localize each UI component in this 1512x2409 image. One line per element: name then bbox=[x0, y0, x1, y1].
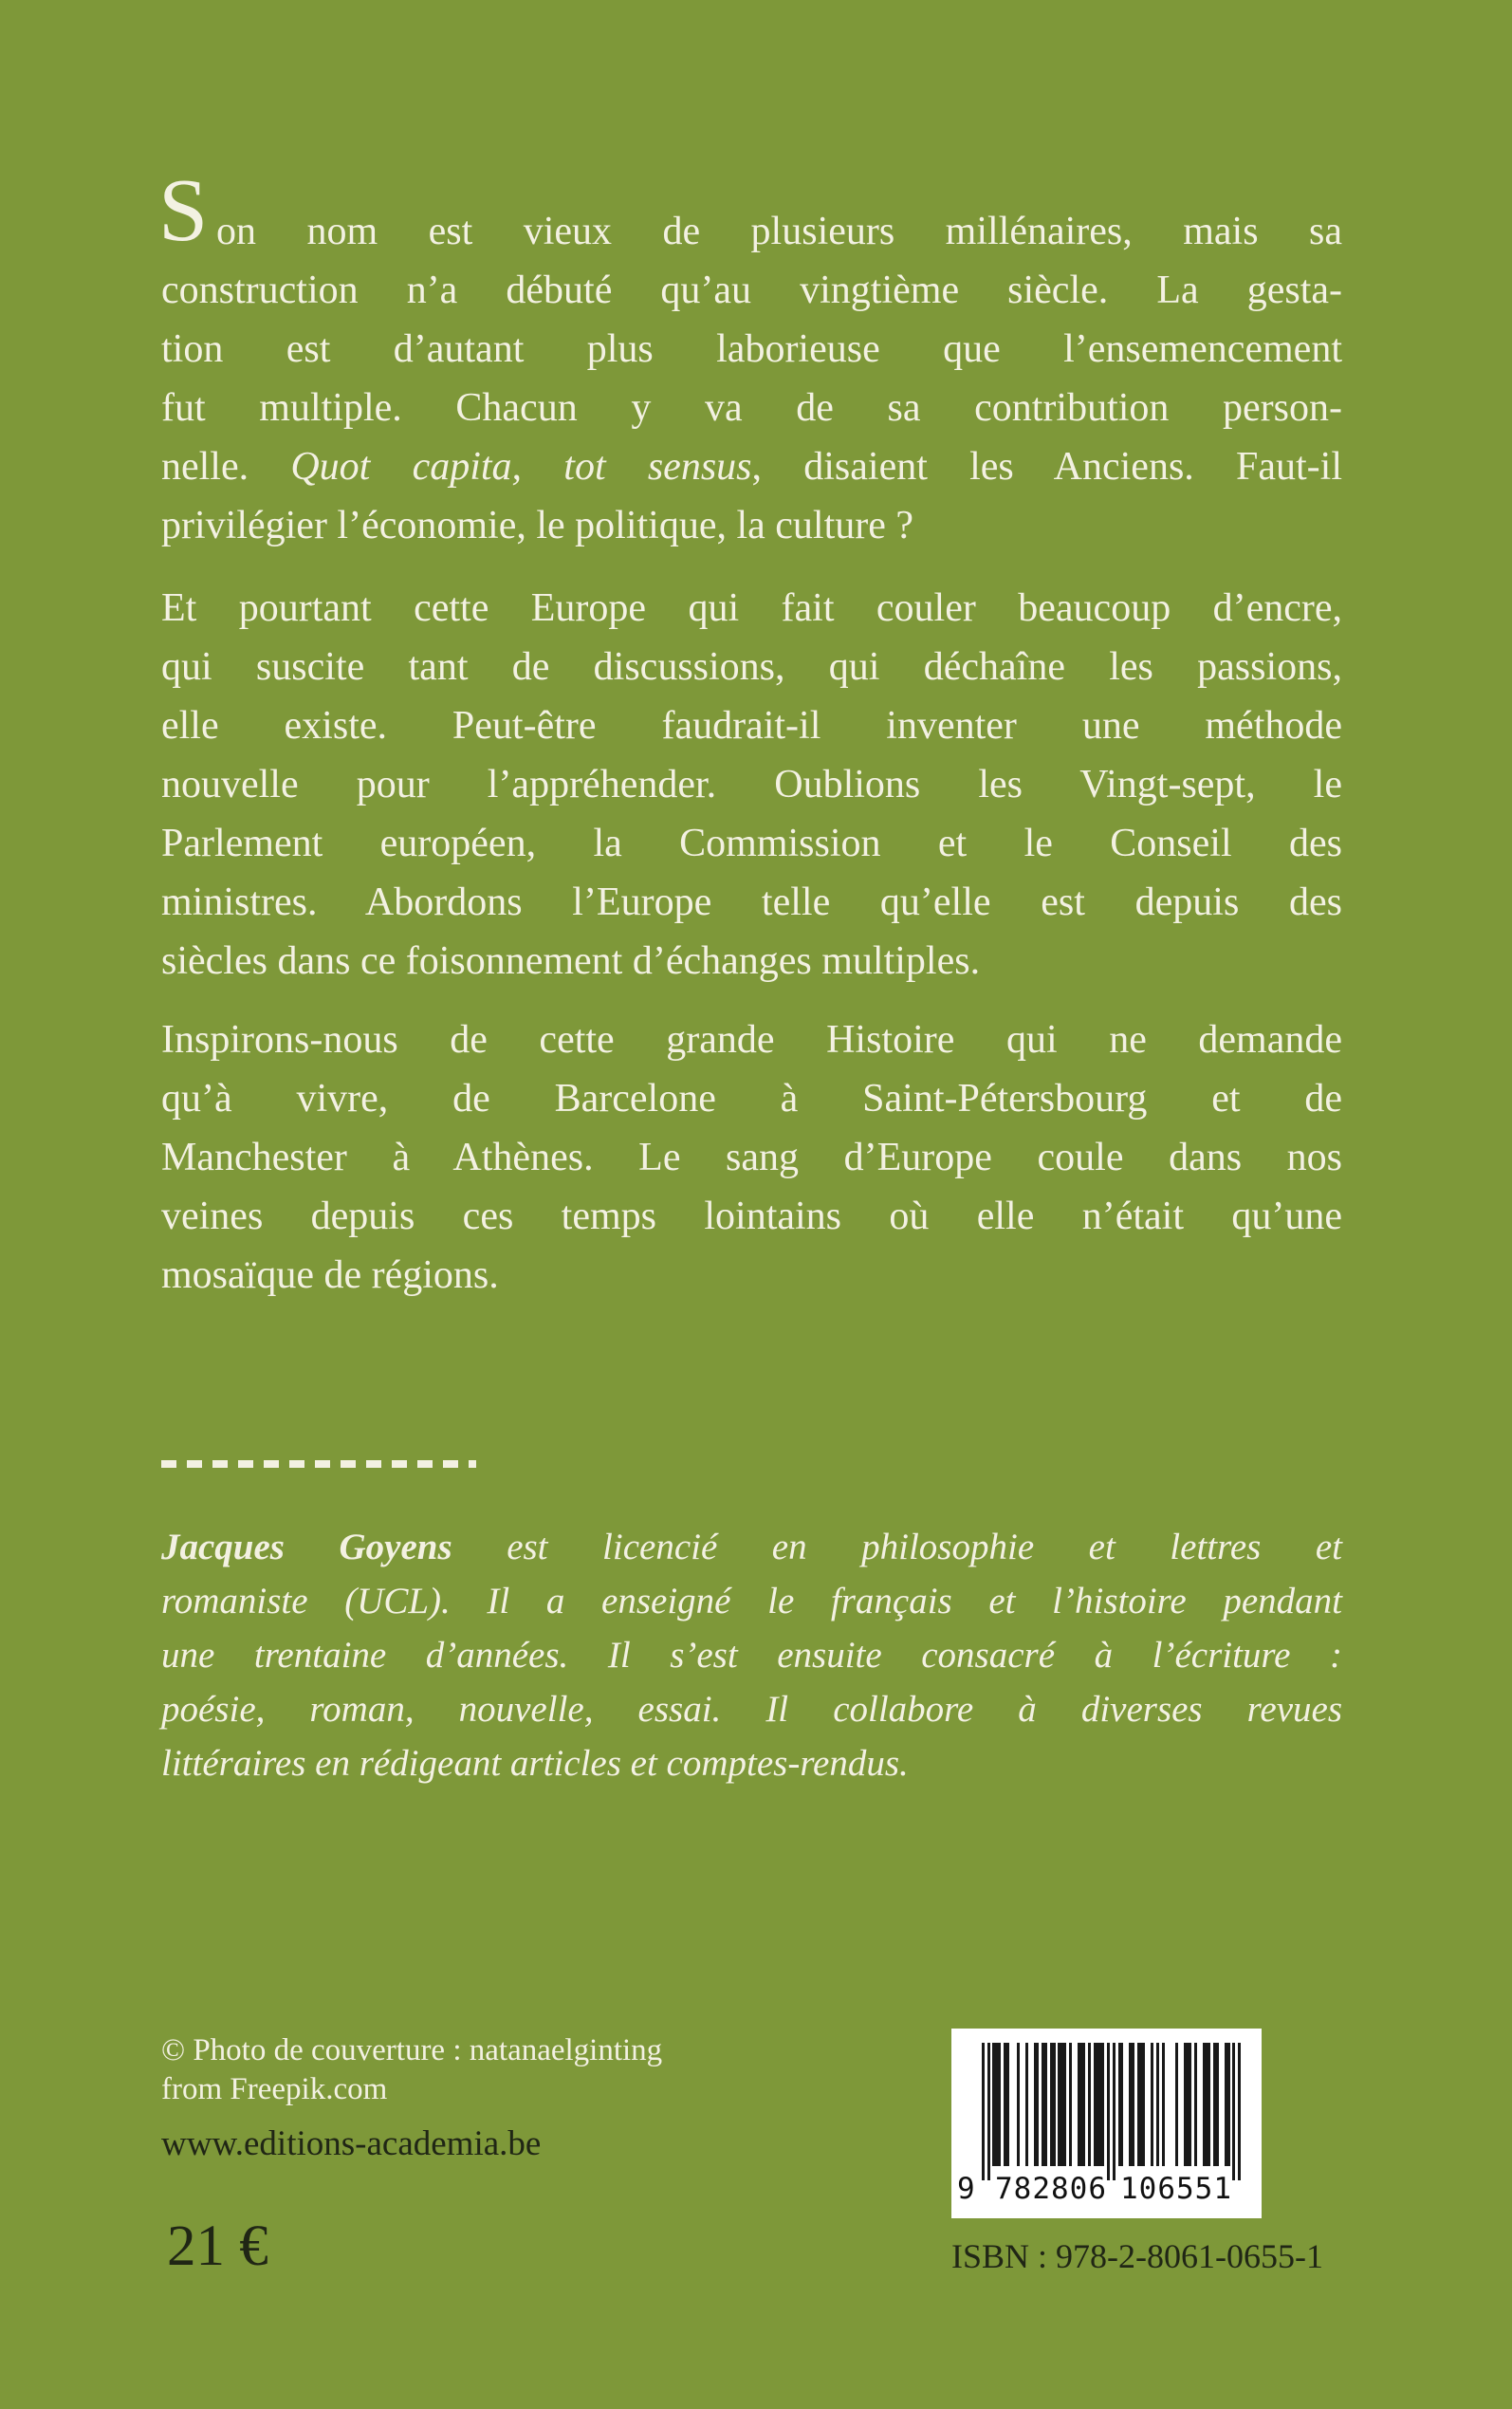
photo-credit-line2: from Freepik.com bbox=[161, 2072, 388, 2106]
barcode-bar bbox=[1094, 2043, 1104, 2166]
barcode-bar bbox=[1194, 2043, 1197, 2166]
barcode-digit-system: 9 bbox=[957, 2172, 975, 2206]
barcode-bar bbox=[1137, 2043, 1146, 2166]
text-line: veines depuis ces temps lointains où elle n’était qu’une bbox=[161, 1195, 1342, 1238]
synopsis-paragraph-2 bbox=[161, 579, 1342, 991]
barcode-bar bbox=[1151, 2043, 1153, 2166]
barcode-bars bbox=[982, 2043, 1241, 2180]
barcode-digits-right: 106551 bbox=[1120, 2172, 1232, 2206]
barcode-bar bbox=[1113, 2043, 1116, 2180]
barcode-bar bbox=[1069, 2043, 1072, 2166]
photo-credit bbox=[161, 2031, 662, 2109]
barcode-bar bbox=[1162, 2043, 1165, 2166]
barcode-bar bbox=[1058, 2043, 1066, 2166]
text-line: nelle. Quot capita, tot sensus, disaient les Anciens. Faut-il bbox=[161, 445, 1342, 489]
text-line: elle existe. Peut-être faudrait-il inventer une méthode bbox=[161, 704, 1342, 748]
barcode-bar bbox=[1232, 2043, 1235, 2180]
barcode-bar bbox=[982, 2043, 985, 2180]
text-line: Et pourtant cette Europe qui fait couler beaucoup d’encre, bbox=[161, 586, 1342, 630]
author-bio bbox=[161, 1520, 1342, 1790]
text-line: construction n’a débuté qu’au vingtième siècle. La gesta- bbox=[161, 269, 1342, 312]
text-line: mosaïque de régions. bbox=[161, 1253, 499, 1297]
barcode-bar bbox=[1042, 2043, 1047, 2166]
barcode-bar bbox=[992, 2043, 1001, 2166]
text-line: fut multiple. Chacun y va de sa contribution person- bbox=[161, 386, 1342, 430]
barcode-bar bbox=[1203, 2043, 1211, 2166]
barcode-bar bbox=[1088, 2043, 1091, 2166]
barcode-bar bbox=[987, 2043, 990, 2180]
text-line: poésie, roman, nouvelle, essai. Il collabore à diverses revues bbox=[161, 1689, 1342, 1730]
barcode-bar bbox=[1034, 2043, 1040, 2166]
synopsis-paragraph-3 bbox=[161, 1010, 1342, 1305]
barcode-bar bbox=[1118, 2043, 1124, 2166]
barcode-bar bbox=[1017, 2043, 1020, 2166]
text-line: Inspirons-nous de cette grande Histoire qui ne demande bbox=[161, 1018, 1342, 1062]
barcode-bar bbox=[1129, 2043, 1134, 2166]
text-line: Manchester à Athènes. Le sang d’Europe coule dans nos bbox=[161, 1136, 1342, 1179]
text-line: qu’à vivre, de Barcelone à Saint-Pétersbourg et de bbox=[161, 1077, 1342, 1121]
text-line: qui suscite tant de discussions, qui déchaîne les passions, bbox=[161, 645, 1342, 689]
text-line: nouvelle pour l’appréhender. Oublions les Vingt-sept, le bbox=[161, 763, 1342, 806]
isbn-label: ISBN : 978-2-8061-0655-1 bbox=[951, 2237, 1323, 2275]
text-line: une trentaine d’années. Il s’est ensuite consacré à l’écriture : bbox=[161, 1635, 1342, 1676]
barcode-bar bbox=[1004, 2043, 1009, 2166]
barcode-bar bbox=[1078, 2043, 1086, 2166]
barcode-digits-left: 782806 bbox=[995, 2172, 1107, 2206]
barcode-bar bbox=[1175, 2043, 1178, 2166]
drop-cap-initial: S bbox=[158, 161, 209, 260]
barcode-bar bbox=[1184, 2043, 1192, 2166]
price: 21 € bbox=[167, 2214, 268, 2278]
text-line: privilégier l’économie, le politique, la culture ? bbox=[161, 504, 914, 547]
dashed-separator bbox=[161, 1460, 476, 1468]
publisher-website: www.editions-academia.be bbox=[161, 2124, 542, 2163]
barcode-bar bbox=[1050, 2043, 1056, 2166]
photo-credit-line1: © Photo de couverture : natanaelginting bbox=[161, 2033, 663, 2067]
barcode-bar bbox=[1025, 2043, 1028, 2166]
text-line: siècles dans ce foisonnement d’échanges multiples. bbox=[161, 939, 981, 983]
barcode-bar bbox=[1225, 2043, 1230, 2166]
text-line: romaniste (UCL). Il a enseigné le français et l’histoire pendant bbox=[161, 1581, 1342, 1621]
synopsis-paragraph-1 bbox=[158, 161, 1342, 555]
text-line: ministres. Abordons l’Europe telle qu’elle est depuis des bbox=[161, 880, 1342, 924]
text-line: Parlement européen, la Commission et le Conseil des bbox=[161, 822, 1342, 865]
barcode-bar bbox=[1156, 2043, 1159, 2166]
text-line: Jacques Goyens est licencié en philosophie et lettres et bbox=[161, 1527, 1343, 1567]
barcode-bar bbox=[1107, 2043, 1110, 2180]
barcode-bar bbox=[1213, 2043, 1219, 2166]
text-line: littéraires en rédigeant articles et comptes-rendus. bbox=[161, 1743, 909, 1784]
barcode bbox=[951, 2029, 1262, 2218]
barcode-bar bbox=[1238, 2043, 1241, 2180]
text-line: on nom est vieux de plusieurs millénaires, mais sa bbox=[216, 210, 1342, 253]
text-line: tion est d’autant plus laborieuse que l’ensemencement bbox=[161, 327, 1342, 371]
